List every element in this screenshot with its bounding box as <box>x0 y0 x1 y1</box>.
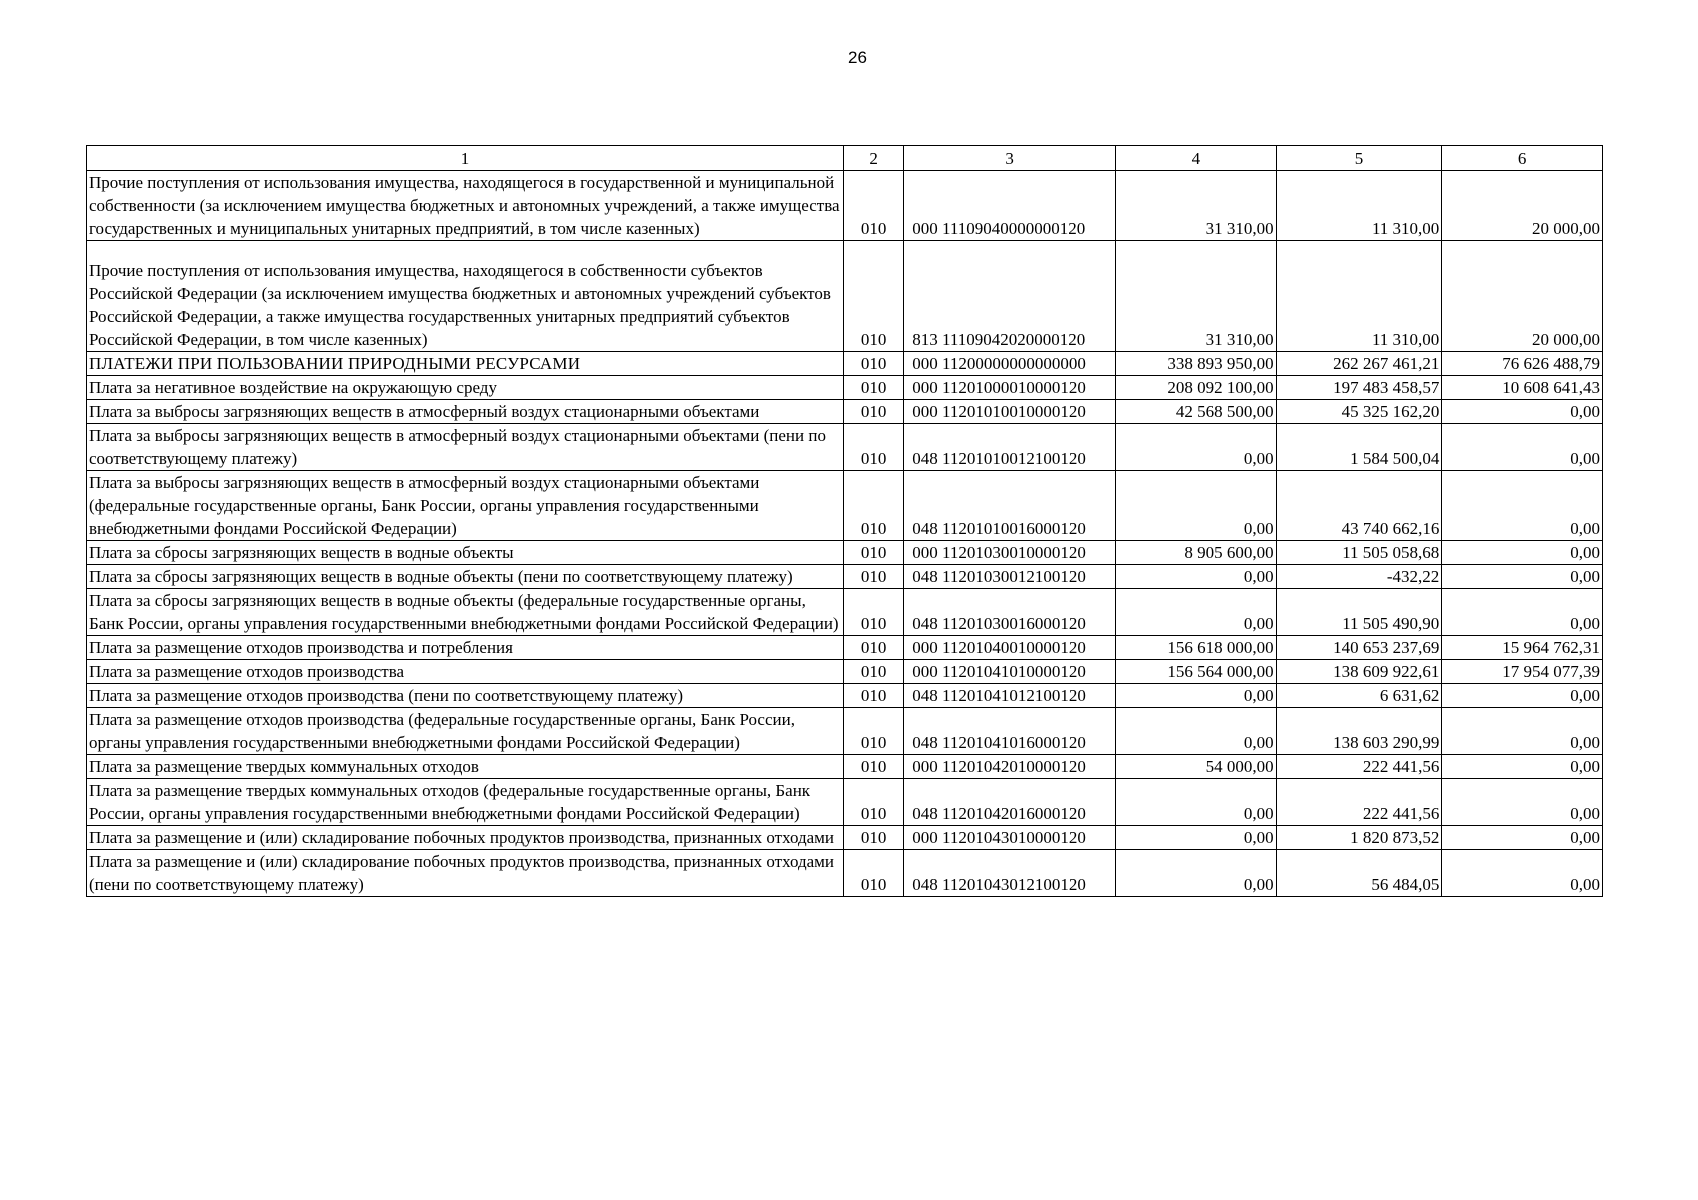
row-budget-code: 000 11201040010000120 <box>904 636 1116 660</box>
row-name: Плата за размещение твердых коммунальных отходов <box>87 755 844 779</box>
row-name: Плата за размещение и (или) складирование побочных продуктов производства, признанных отходами <box>87 826 844 850</box>
row-line-code: 010 <box>843 589 903 636</box>
row-col4: 0,00 <box>1116 826 1277 850</box>
row-budget-code: 048 11201010016000120 <box>904 471 1116 541</box>
row-name: Плата за сбросы загрязняющих веществ в водные объекты <box>87 541 844 565</box>
row-col6: 15 964 762,31 <box>1442 636 1603 660</box>
row-name: Плата за выбросы загрязняющих веществ в атмосферный воздух стационарными объектами <box>87 400 844 424</box>
row-line-code: 010 <box>843 684 903 708</box>
row-budget-code: 000 11201043010000120 <box>904 826 1116 850</box>
row-line-code: 010 <box>843 826 903 850</box>
table-row <box>87 424 1603 471</box>
row-col5: 43 740 662,16 <box>1276 471 1442 541</box>
row-col6: 17 954 077,39 <box>1442 660 1603 684</box>
row-line-code: 010 <box>843 660 903 684</box>
row-name: Плата за сбросы загрязняющих веществ в водные объекты (федеральные государственные органы, Банк России, органы управления государственными внебюджетными фондами Российской Федерации) <box>87 589 844 636</box>
row-col6: 20 000,00 <box>1442 241 1603 352</box>
row-line-code: 010 <box>843 636 903 660</box>
row-name: ПЛАТЕЖИ ПРИ ПОЛЬЗОВАНИИ ПРИРОДНЫМИ РЕСУРСАМИ <box>87 352 844 376</box>
row-budget-code: 813 11109042020000120 <box>904 241 1116 352</box>
row-line-code: 010 <box>843 850 903 897</box>
row-col6: 0,00 <box>1442 400 1603 424</box>
row-line-code: 010 <box>843 541 903 565</box>
row-budget-code: 000 11201010010000120 <box>904 400 1116 424</box>
row-line-code: 010 <box>843 241 903 352</box>
row-col4: 338 893 950,00 <box>1116 352 1277 376</box>
row-col5: 45 325 162,20 <box>1276 400 1442 424</box>
column-header: 6 <box>1442 146 1603 171</box>
table-row <box>87 826 1603 850</box>
row-name: Прочие поступления от использования имущества, находящегося в собственности субъектов Российской Федерации (за исключением имущества бюджетных и автономных учреждений субъектов Российской Федерации, а также имущества государственных унитарных предприятий субъектов Российской Федерации, в том числе казенных) <box>87 241 844 352</box>
row-col5: -432,22 <box>1276 565 1442 589</box>
row-line-code: 010 <box>843 779 903 826</box>
row-col4: 156 564 000,00 <box>1116 660 1277 684</box>
row-col6: 76 626 488,79 <box>1442 352 1603 376</box>
row-col6: 0,00 <box>1442 708 1603 755</box>
row-col6: 0,00 <box>1442 684 1603 708</box>
row-budget-code: 000 11201000010000120 <box>904 376 1116 400</box>
row-col6: 0,00 <box>1442 565 1603 589</box>
row-col6: 0,00 <box>1442 779 1603 826</box>
row-name: Плата за размещение отходов производства (пени по соответствующему платежу) <box>87 684 844 708</box>
row-col4: 42 568 500,00 <box>1116 400 1277 424</box>
row-budget-code: 048 11201043012100120 <box>904 850 1116 897</box>
row-col6: 0,00 <box>1442 589 1603 636</box>
table-row <box>87 376 1603 400</box>
row-budget-code: 000 11201030010000120 <box>904 541 1116 565</box>
row-budget-code: 048 11201042016000120 <box>904 779 1116 826</box>
table-row <box>87 684 1603 708</box>
row-line-code: 010 <box>843 424 903 471</box>
column-number-row <box>87 146 1603 171</box>
column-header: 2 <box>843 146 903 171</box>
row-line-code: 010 <box>843 171 903 241</box>
row-col4: 0,00 <box>1116 708 1277 755</box>
table-row <box>87 755 1603 779</box>
row-col4: 54 000,00 <box>1116 755 1277 779</box>
row-line-code: 010 <box>843 708 903 755</box>
row-col5: 11 310,00 <box>1276 171 1442 241</box>
table-row <box>87 471 1603 541</box>
table-row <box>87 708 1603 755</box>
table-row <box>87 589 1603 636</box>
row-name: Плата за выбросы загрязняющих веществ в атмосферный воздух стационарными объектами (федеральные государственные органы, Банк России, органы управления государственными внебюджетными фондами Российской Федерации) <box>87 471 844 541</box>
row-name: Плата за сбросы загрязняющих веществ в водные объекты (пени по соответствующему платежу) <box>87 565 844 589</box>
column-header: 3 <box>904 146 1116 171</box>
row-budget-code: 000 11109040000000120 <box>904 171 1116 241</box>
row-line-code: 010 <box>843 400 903 424</box>
column-header: 4 <box>1116 146 1277 171</box>
row-col4: 31 310,00 <box>1116 171 1277 241</box>
row-budget-code: 048 11201041012100120 <box>904 684 1116 708</box>
row-line-code: 010 <box>843 471 903 541</box>
table-row <box>87 779 1603 826</box>
table-row <box>87 352 1603 376</box>
row-col6: 0,00 <box>1442 826 1603 850</box>
row-line-code: 010 <box>843 352 903 376</box>
row-line-code: 010 <box>843 376 903 400</box>
table-row <box>87 636 1603 660</box>
row-name: Плата за выбросы загрязняющих веществ в атмосферный воздух стационарными объектами (пени по соответствующему платежу) <box>87 424 844 471</box>
row-col4: 208 092 100,00 <box>1116 376 1277 400</box>
row-col6: 0,00 <box>1442 541 1603 565</box>
row-col6: 0,00 <box>1442 850 1603 897</box>
table-row <box>87 541 1603 565</box>
row-name: Плата за размещение отходов производства и потребления <box>87 636 844 660</box>
table-row <box>87 171 1603 241</box>
row-col5: 11 505 058,68 <box>1276 541 1442 565</box>
column-header: 1 <box>87 146 844 171</box>
row-name: Прочие поступления от использования имущества, находящегося в государственной и муниципальной собственности (за исключением имущества бюджетных и автономных учреждений, а также имущества государственных и муниципальных унитарных предприятий, в том числе казенных) <box>87 171 844 241</box>
row-name: Плата за размещение отходов производства <box>87 660 844 684</box>
row-budget-code: 000 11201041010000120 <box>904 660 1116 684</box>
row-budget-code: 048 11201030016000120 <box>904 589 1116 636</box>
row-col5: 138 603 290,99 <box>1276 708 1442 755</box>
table-row <box>87 565 1603 589</box>
row-name: Плата за негативное воздействие на окружающую среду <box>87 376 844 400</box>
row-col6: 0,00 <box>1442 424 1603 471</box>
page-number: 26 <box>848 48 867 67</box>
row-col5: 222 441,56 <box>1276 779 1442 826</box>
row-col4: 8 905 600,00 <box>1116 541 1277 565</box>
table-row <box>87 660 1603 684</box>
row-budget-code: 000 11201042010000120 <box>904 755 1116 779</box>
table-row <box>87 241 1603 352</box>
row-col5: 6 631,62 <box>1276 684 1442 708</box>
row-col4: 0,00 <box>1116 424 1277 471</box>
table-row <box>87 400 1603 424</box>
row-col6: 0,00 <box>1442 471 1603 541</box>
row-col6: 20 000,00 <box>1442 171 1603 241</box>
row-col5: 222 441,56 <box>1276 755 1442 779</box>
row-name: Плата за размещение и (или) складирование побочных продуктов производства, признанных отходами (пени по соответствующему платежу) <box>87 850 844 897</box>
row-name: Плата за размещение твердых коммунальных отходов (федеральные государственные органы, Банк России, органы управления государственными внебюджетными фондами Российской Федерации) <box>87 779 844 826</box>
row-col5: 197 483 458,57 <box>1276 376 1442 400</box>
row-col5: 1 820 873,52 <box>1276 826 1442 850</box>
row-col4: 0,00 <box>1116 565 1277 589</box>
row-budget-code: 048 11201010012100120 <box>904 424 1116 471</box>
row-col5: 11 310,00 <box>1276 241 1442 352</box>
row-col4: 31 310,00 <box>1116 241 1277 352</box>
budget-report-table <box>86 145 1603 897</box>
row-col5: 56 484,05 <box>1276 850 1442 897</box>
row-budget-code: 000 11200000000000000 <box>904 352 1116 376</box>
row-col5: 138 609 922,61 <box>1276 660 1442 684</box>
row-budget-code: 048 11201041016000120 <box>904 708 1116 755</box>
row-line-code: 010 <box>843 565 903 589</box>
row-name: Плата за размещение отходов производства (федеральные государственные органы, Банк России, органы управления государственными внебюджетными фондами Российской Федерации) <box>87 708 844 755</box>
row-col5: 262 267 461,21 <box>1276 352 1442 376</box>
row-col5: 140 653 237,69 <box>1276 636 1442 660</box>
row-col4: 0,00 <box>1116 684 1277 708</box>
column-header: 5 <box>1276 146 1442 171</box>
row-col4: 0,00 <box>1116 471 1277 541</box>
row-col4: 0,00 <box>1116 850 1277 897</box>
row-col6: 0,00 <box>1442 755 1603 779</box>
row-col5: 1 584 500,04 <box>1276 424 1442 471</box>
row-col4: 0,00 <box>1116 779 1277 826</box>
row-col6: 10 608 641,43 <box>1442 376 1603 400</box>
row-line-code: 010 <box>843 755 903 779</box>
row-col5: 11 505 490,90 <box>1276 589 1442 636</box>
row-budget-code: 048 11201030012100120 <box>904 565 1116 589</box>
row-col4: 156 618 000,00 <box>1116 636 1277 660</box>
row-col4: 0,00 <box>1116 589 1277 636</box>
table-row <box>87 850 1603 897</box>
